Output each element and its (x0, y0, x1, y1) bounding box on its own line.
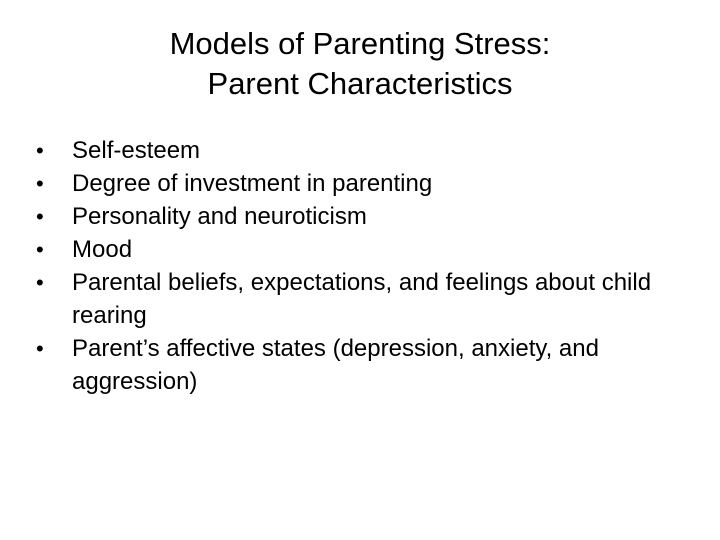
slide-title-line-2: Parent Characteristics (207, 66, 513, 101)
bullet-icon: • (36, 270, 44, 295)
bullet-text: Parental beliefs, expectations, and feelings about child rearing (72, 269, 652, 329)
bullet-text: Self-esteem (72, 137, 201, 164)
bullet-item-personality (36, 200, 696, 233)
bullet-text: Personality and neuroticism (72, 203, 367, 230)
bullet-list (36, 134, 696, 398)
bullet-icon: • (36, 171, 44, 196)
bullet-item-affective-states (36, 332, 696, 398)
bullet-icon: • (36, 237, 44, 262)
bullet-item-mood (36, 233, 696, 266)
bullet-item-self-esteem (36, 134, 696, 167)
slide-title-line-1: Models of Parenting Stress: (169, 26, 551, 61)
bullet-text: Parent’s affective states (depression, anxiety, and aggression) (72, 335, 599, 395)
slide-title (60, 24, 660, 104)
bullet-item-beliefs (36, 266, 696, 332)
bullet-text: Mood (72, 236, 133, 263)
bullet-icon: • (36, 204, 44, 229)
bullet-item-investment (36, 167, 696, 200)
bullet-text: Degree of investment in parenting (72, 170, 433, 197)
bullet-icon: • (36, 138, 44, 163)
bullet-icon: • (36, 336, 44, 361)
